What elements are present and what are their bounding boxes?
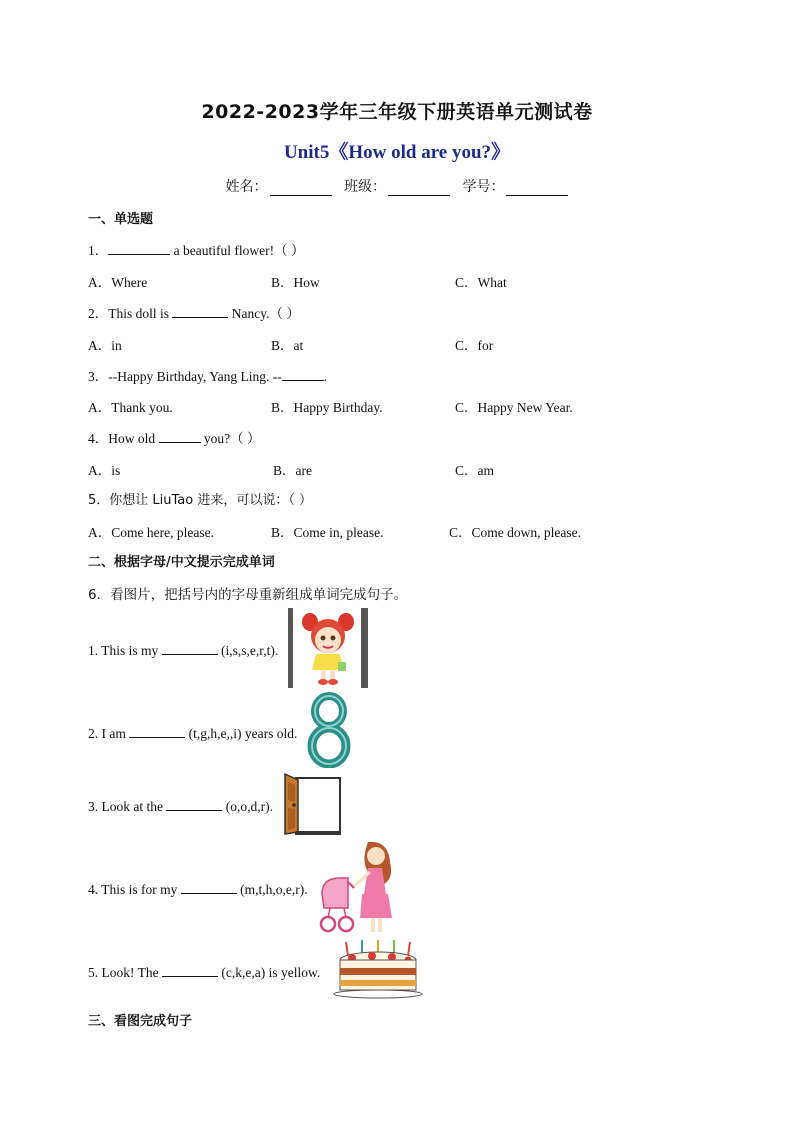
answer-blank[interactable] [159, 429, 201, 443]
option-5b[interactable]: B．Come in, please. [271, 525, 384, 540]
answer-blank[interactable] [282, 367, 324, 381]
id-field[interactable] [506, 181, 568, 196]
page-title: 2022-2023学年三年级下册英语单元测试卷 [201, 101, 593, 123]
section-heading-3: 三、看图完成句子 [88, 1014, 193, 1029]
answer-blank[interactable] [181, 880, 237, 894]
option-3c[interactable]: C．Happy New Year. [455, 400, 573, 415]
option-5c[interactable]: C．Come down, please. [449, 525, 581, 540]
option-3a[interactable]: A．Thank you. [88, 400, 173, 415]
number-eight-image [305, 692, 353, 768]
word-item-4: 4. This is for my (m,t,h,o,e,r). [88, 882, 308, 897]
answer-blank[interactable] [162, 963, 218, 977]
question-5: 5．你想让 LiuTao 进来，可以说：（ ） [88, 493, 312, 508]
student-info-line [0, 176, 794, 196]
question-3: 3．--Happy Birthday, Yang Ling. -- . [88, 369, 328, 384]
option-2a[interactable]: A．in [88, 338, 122, 353]
birthday-cake-image [332, 938, 426, 1000]
section-2-instruction: 6．看图片，把括号内的字母重新组成单词完成句子。 [88, 587, 408, 603]
answer-blank[interactable] [129, 724, 185, 738]
question-4: 4．How old you?（ ） [88, 431, 261, 446]
id-label: 学号： [462, 179, 505, 195]
option-4b[interactable]: B．are [273, 463, 312, 478]
section-heading-2: 二、根据字母/中文提示完成单词 [88, 555, 275, 570]
name-label: 姓名： [225, 179, 268, 195]
mother-stroller-image [318, 838, 402, 936]
answer-blank[interactable] [166, 797, 222, 811]
option-1b[interactable]: B．How [271, 275, 320, 290]
option-4a[interactable]: A．is [88, 463, 121, 478]
option-2c[interactable]: C．for [455, 338, 494, 353]
word-item-2: 2. I am (t,g,h,e,,i) years old. [88, 726, 298, 741]
door-image [282, 772, 344, 836]
answer-blank[interactable] [162, 641, 218, 655]
option-2b[interactable]: B．at [271, 338, 304, 353]
option-3b[interactable]: B．Happy Birthday. [271, 400, 383, 415]
question-1: 1． a beautiful flower!（ ） [88, 243, 305, 258]
option-1c[interactable]: C．What [455, 275, 507, 290]
word-item-5: 5. Look! The (c,k,e,a) is yellow. [88, 965, 321, 980]
question-2: 2．This doll is Nancy.（ ） [88, 306, 300, 321]
class-label: 班级： [344, 179, 386, 195]
name-field[interactable] [270, 181, 332, 196]
answer-blank[interactable] [108, 241, 170, 255]
unit-subtitle: Unit5《How old are you?》 [283, 142, 511, 163]
section-heading-1: 一、单选题 [88, 212, 154, 227]
class-field[interactable] [388, 181, 450, 196]
word-item-1: 1. This is my (i,s,s,e,r,t). [88, 643, 279, 658]
girl-sister-image [288, 608, 368, 688]
option-5a[interactable]: A．Come here, please. [88, 525, 214, 540]
word-item-3: 3. Look at the (o,o,d,r). [88, 799, 273, 814]
option-4c[interactable]: C．am [455, 463, 494, 478]
answer-blank[interactable] [172, 304, 228, 318]
option-1a[interactable]: A．Where [88, 275, 148, 290]
